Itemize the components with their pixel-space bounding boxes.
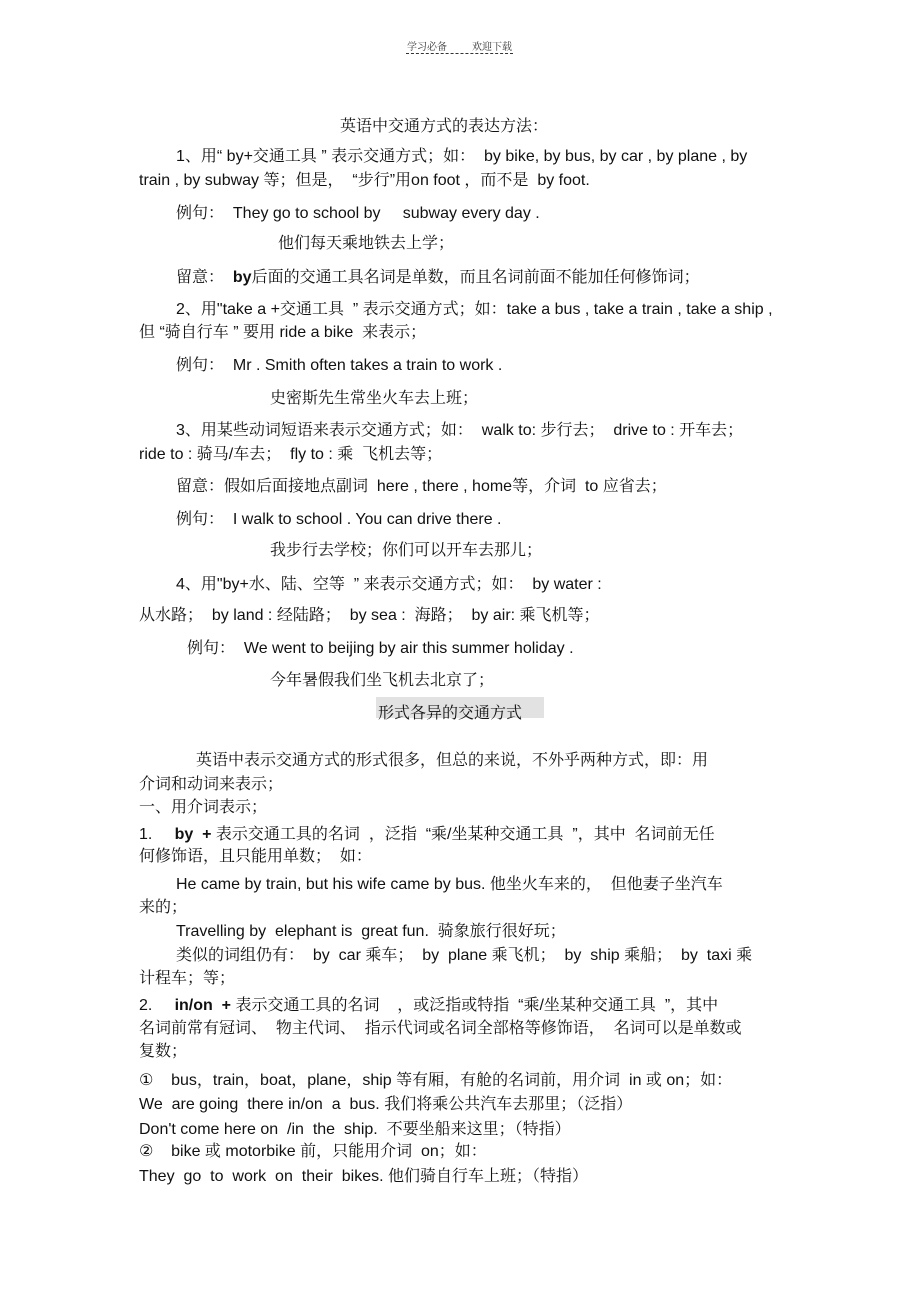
line-text: 复数； [139, 1043, 188, 1060]
header-left: 学习必备 [407, 42, 447, 53]
text-line [196, 751, 708, 771]
document-title: 英语中交通方式的表达方法： [340, 118, 549, 135]
text-line [139, 171, 590, 191]
text-line [139, 798, 267, 818]
line-text: 但 “骑自行车 ” 要用 ride a bike 来表示； [139, 324, 427, 341]
line-text: 计程车；等； [139, 970, 236, 987]
line-text: 1、用“ by+交通工具 ” 表示交通方式；如： by bike, by bus, by car , by plane , by [176, 148, 748, 165]
text-line [176, 510, 502, 530]
line-text: 表示交通工具的名词 ，或泛指或特指 “乘/坐某种交通工具 ”，其中 [231, 997, 719, 1014]
line-text: Don't come here on /in the ship. 不要坐船来这里；（特指） [139, 1121, 571, 1138]
line-text: ride to : 骑马/车去； fly to : 乘 飞机去等； [139, 446, 443, 463]
line-text: 3、用某些动词短语来表示交通方式；如： walk to: 步行去； drive to : 开车去； [176, 422, 744, 439]
line-text: 何修饰语，且只能用单数； 如： [139, 848, 372, 865]
text-line [139, 1167, 588, 1187]
line-text: He came by train, but his wife came by bus. 他坐火车来的， 但他妻子坐汽车 [176, 876, 723, 893]
text-line [139, 1019, 742, 1039]
text-line [176, 147, 747, 167]
text-line [176, 875, 723, 895]
bold-text: by [232, 269, 252, 286]
text-line [139, 996, 718, 1016]
line-text: ② bike 或 motorbike 前，只能用介词 on；如： [139, 1143, 487, 1160]
text-line [176, 356, 502, 376]
line-text: 2. [139, 997, 175, 1014]
line-text: 一、用介词表示； [139, 799, 268, 816]
line-text: 从水路； by land : 经陆路； by sea : 海路； by air: 乘飞机等； [139, 607, 600, 624]
line-text: 后面的交通工具名词是单数，而且名词前面不能加任何修饰词； [251, 269, 700, 286]
line-text: 来的； [139, 899, 188, 916]
text-line [139, 1142, 487, 1162]
text-line [176, 300, 773, 320]
line-text: 例句： We went to beijing by air this summer holiday . [187, 640, 574, 657]
bold-text: in/on + [174, 997, 232, 1014]
header-right: 欢迎下载 [472, 42, 512, 53]
line-text: 类似的词组仍有： by car 乘车； by plane 乘飞机； by ship 乘船； by taxi 乘 [176, 947, 753, 964]
bold-text: by + [174, 826, 212, 843]
line-text: 例句： Mr . Smith often takes a train to work . [176, 357, 503, 374]
section-heading: 形式各异的交通方式 [378, 705, 523, 722]
text-line [187, 639, 574, 659]
line-text: 2、用"take a +交通工具 ” 表示交通方式；如：take a bus , take a train , take a ship , [176, 301, 773, 318]
text-line [139, 898, 187, 918]
text-line [139, 1095, 632, 1115]
header-divider [406, 53, 513, 54]
text-line [139, 1071, 732, 1091]
text-line [176, 477, 667, 497]
text-line [176, 946, 752, 966]
text-line [139, 847, 372, 867]
text-line [139, 1042, 187, 1062]
text-line [176, 268, 700, 288]
line-text: 留意： [176, 269, 233, 286]
line-text: 4、用"by+水、陆、空等 ” 来表示交通方式；如： by water : [176, 576, 602, 593]
text-line [139, 1120, 571, 1140]
text-line [270, 541, 542, 561]
text-line [176, 575, 602, 595]
text-line [139, 825, 715, 845]
text-line [176, 204, 540, 224]
text-line [139, 323, 426, 343]
text-line [278, 234, 454, 254]
line-text: train , by subway 等；但是， “步行”用on foot ，而不是 by foot. [139, 172, 590, 189]
text-line [270, 389, 478, 409]
line-text: 名词前常有冠词、 物主代词、 指示代词或名词全部格等修饰语， 名词可以是单数或 [139, 1020, 742, 1037]
line-text: 英语中表示交通方式的形式很多，但总的来说，不外乎两种方式，即：用 [196, 752, 709, 769]
text-line [176, 421, 743, 441]
line-text: ① bus，train，boat，plane，ship 等有厢，有舱的名词前，用介词 in 或 on；如： [139, 1072, 733, 1089]
text-line [139, 606, 600, 626]
text-line [139, 445, 442, 465]
line-text: 1. [139, 826, 175, 843]
text-line [270, 671, 494, 691]
line-text: 他们每天乘地铁去上学； [278, 235, 455, 252]
line-text: 史密斯先生常坐火车去上班； [270, 390, 479, 407]
line-text: We are going there in/on a bus. 我们将乘公共汽车去那里；（泛指） [139, 1096, 633, 1113]
line-text: Travelling by elephant is great fun. 骑象旅行很好玩； [176, 923, 566, 940]
line-text: 留意：假如后面接地点副词 here , there , home等，介词 to 应省去； [176, 478, 667, 495]
line-text: 例句： I walk to school . You can drive there . [176, 511, 502, 528]
line-text: 介词和动词来表示； [139, 776, 284, 793]
line-text: 表示交通工具的名词 ，泛指 “乘/坐某种交通工具 ”，其中 名词前无任 [211, 826, 715, 843]
line-text: 今年暑假我们坐飞机去北京了； [270, 672, 495, 689]
line-text: 例句： They go to school by subway every day . [176, 205, 540, 222]
line-text: They go to work on their bikes. 他们骑自行车上班；（特指） [139, 1168, 589, 1185]
line-text: 我步行去学校；你们可以开车去那儿； [270, 542, 543, 559]
text-line [139, 775, 283, 795]
text-line [139, 969, 235, 989]
text-line [176, 922, 566, 942]
